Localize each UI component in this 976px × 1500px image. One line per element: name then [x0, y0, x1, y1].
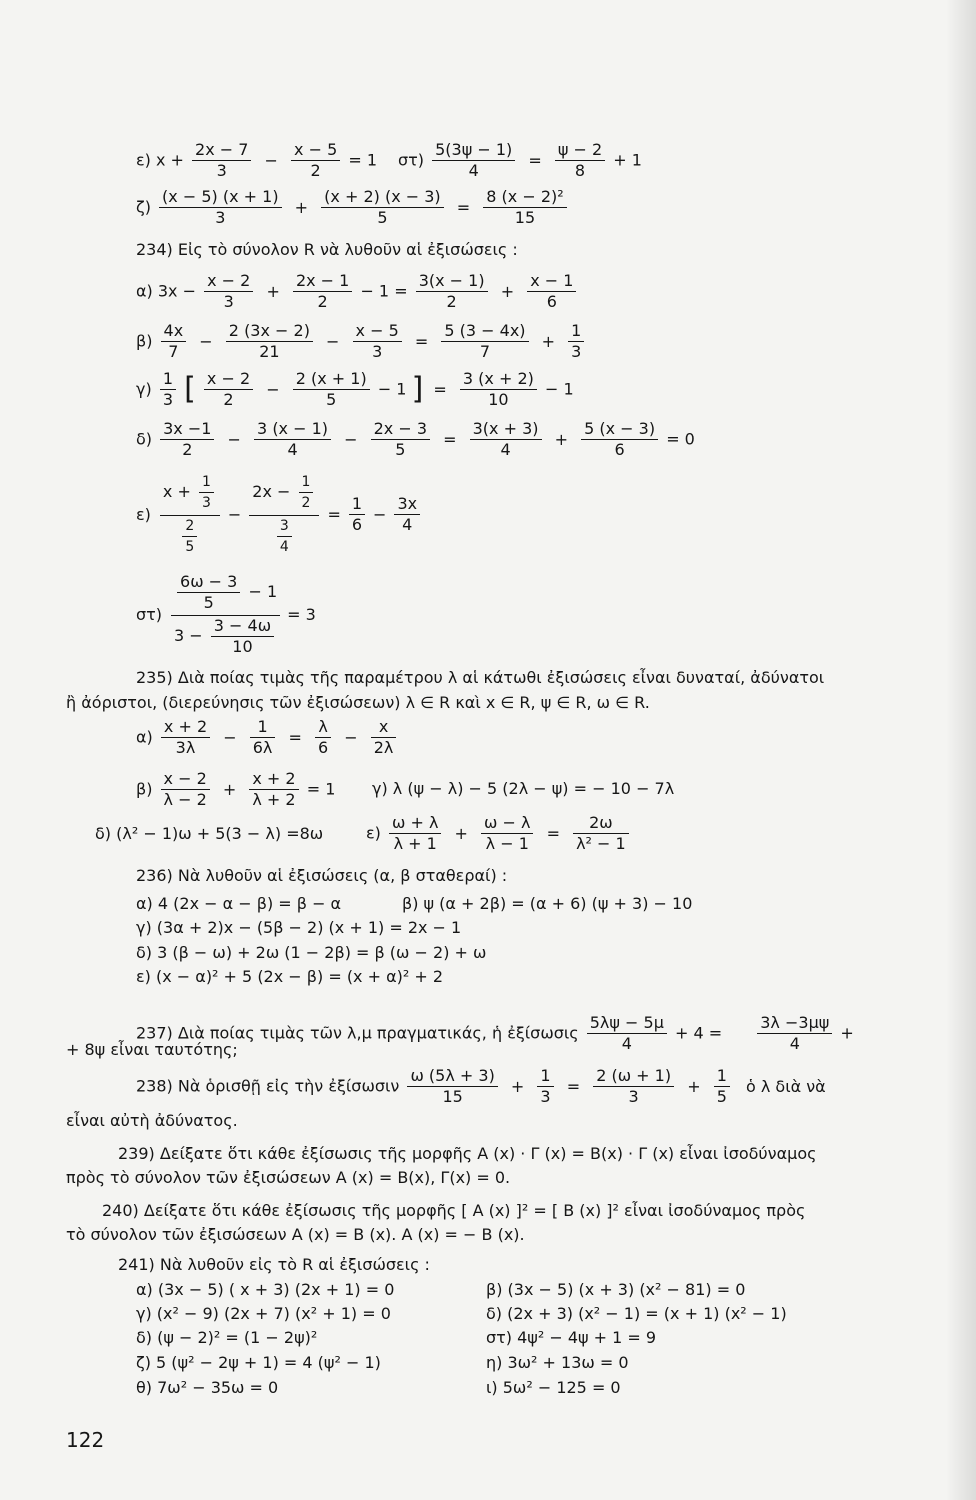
exercise-241-heading: 241) Νὰ λυθοῦν εἰς τὸ R αἱ ἐξισώσεις : [118, 1255, 430, 1274]
equation-241-left: θ) 7ω² − 35ω = 0 [136, 1378, 279, 1397]
equation-241-right: στ) 4ψ² − 4ψ + 1 = 9 [486, 1328, 657, 1347]
equation-241-right: β) (3x − 5) (x + 3) (x² − 81) = 0 [486, 1280, 746, 1299]
equation-234-b: β) $\frac{4x}{7}$ − $\frac{2 (3x - 2)}{21}$ − $\frac{x - 5}{3}$ = $\frac{5 (3 - 4x)}{7}$ + $\frac{1}{3}$ [136, 318, 587, 364]
equation-233-e: ε) x + $\frac{2x - 7}{3}$ − $\frac{x - 5}{2}$ = 1 [136, 140, 378, 180]
equation-234-st: στ) $\frac{6\omega - 3}{5}$ − 1 3 − $\frac{3 - 4\omega}{10}$ = 3 [136, 571, 316, 656]
equation-235-d: δ) (λ² − 1)ω + 5(3 − λ) =8ω [95, 824, 324, 843]
equation-234-a: α) 3x − $\frac{x - 2}{3}$ + $\frac{2x - 1}{2}$ − 1 = $\frac{3(x - 1)}{2}$ + $\frac{x - 1}{6}$ [136, 268, 579, 314]
exercise-238: 238) Νὰ ὁρισθῇ εἰς τὴν ἐξίσωσιν $\frac{\omega (5\lambda + 3)}{15}$ + $\frac{1}{3}$ = $\frac{2 (\omega + 1)}{3}$ + $\frac{1}{5}$ ὁ λ διὰ νὰ [136, 1066, 826, 1106]
equation-236-b: β) ψ (α + 2β) = (α + 6) (ψ + 3) − 10 [402, 894, 693, 913]
equation-233-z: ζ) $\frac{(x - 5) (x + 1)}{3}$ + $\frac{(x + 2) (x - 3)}{5}$ = $\frac{\text{8 (x − 2)²}}{15}$ [136, 184, 570, 230]
exercise-237: 237) Διὰ ποίας τιμὰς τῶν λ,μ πραγματικάς, ἡ ἐξίσωσις $\frac{5\lambda\psi - 5\mu}{4}$ + 4 = $\frac{3\lambda -3\mu\psi}{4}$ + [136, 1013, 854, 1053]
exercise-240-line2: τὸ σύνολον τῶν ἐξισώσεων Α (x) = Β (x). Α (x) = − Β (x). [66, 1225, 525, 1244]
equation-241-right: η) 3ω² + 13ω = 0 [486, 1353, 629, 1372]
fraction: $\frac{\psi - 2}{8}$ [555, 140, 605, 181]
equation-241-left: δ) (ψ − 2)² = (1 − 2ψ)² [136, 1328, 318, 1347]
equation-235-a: α) $\frac{x + 2}{3\lambda}$ − $\frac{1}{6\lambda}$ = $\frac{\lambda}{6}$ − $\frac{x}{2\lambda}$ [136, 714, 399, 760]
exercise-235-heading: 235) Διὰ ποίας τιμὰς τῆς παραμέτρου λ αἱ κάτωθι ἐξισώσεις εἶναι δυναταί, ἀδύνατοι [136, 668, 825, 687]
equation-241-right: δ) (2x + 3) (x² − 1) = (x + 1) (x² − 1) [486, 1304, 787, 1323]
equation-241-left: ζ) 5 (ψ² − 2ψ + 1) = 4 (ψ² − 1) [136, 1353, 381, 1372]
exercise-235-heading-line2: ἢ ἀόριστοι, (διερεύνησις τῶν ἐξισώσεων) λ ∈ R καὶ x ∈ R, ψ ∈ R, ω ∈ R. [66, 693, 650, 712]
equation-235-b: β) $\frac{x - 2}{\lambda - 2}$ + $\frac{x + 2}{\lambda + 2}$ = 1 [136, 769, 336, 809]
equation-241-left: α) (3x − 5) ( x + 3) (2x + 1) = 0 [136, 1280, 395, 1299]
exercise-236-heading: 236) Νὰ λυθοῦν αἱ ἐξισώσεις (α, β σταθεραί) : [136, 866, 508, 885]
equation-241-right: ι) 5ω² − 125 = 0 [486, 1378, 621, 1397]
page-number: 122 [66, 1428, 105, 1452]
exercise-237-line2: + 8ψ εἶναι ταυτότης; [66, 1040, 238, 1059]
equation-241-left: γ) (x² − 9) (2x + 7) (x² + 1) = 0 [136, 1304, 391, 1323]
fraction: $\frac{2x - 7}{3}$ [192, 140, 251, 181]
fraction: $\frac{(x + 2) (x - 3)}{5}$ [321, 187, 444, 228]
equation-234-g: γ) $\frac{1}{3}$ [ $\frac{x - 2}{2}$ − $\frac{2 (x + 1)}{5}$ − 1 ] = $\frac{3 (x + 2)}{10}$ − 1 [136, 369, 574, 409]
equation-236-a: α) 4 (2x − α − β) = β − α [136, 894, 342, 913]
fraction: $\frac{5(3\psi - 1)}{4}$ [432, 140, 515, 181]
equation-233-st: στ) $\frac{5(3\psi - 1)}{4}$ = $\frac{\psi - 2}{8}$ + 1 [398, 140, 642, 180]
exercise-234-heading: 234) Εἰς τὸ σύνολον R νὰ λυθοῦν αἱ ἐξισώσεις : [136, 240, 518, 259]
fraction: $\frac{\text{8 (x − 2)²}}{15}$ [483, 187, 566, 228]
equation-236-d: δ) 3 (β − ω) + 2ω (1 − 2β) = β (ω − 2) + ω [136, 943, 487, 962]
exercise-239-line2: πρὸς τὸ σύνολον τῶν ἐξισώσεων Α (x) = Β(x), Γ(x) = 0. [66, 1168, 511, 1187]
exercise-240-line1: 240) Δείξατε ὅτι κάθε ἐξίσωσις τῆς μορφῆς [ Α (x) ]² = [ Β (x) ]² εἶναι ἰσοδύναμος πρὸς [102, 1201, 806, 1220]
equation-235-e: ε) $\frac{\omega + \lambda}{\lambda + 1}$ + $\frac{\omega - \lambda}{\lambda - 1}$ = $\frac{2\omega}{\text{λ² − 1}}$ [366, 810, 632, 856]
fraction: $\frac{(x - 5) (x + 1)}{3}$ [159, 187, 282, 228]
page-edge-shadow [946, 0, 976, 1500]
equation-235-g: γ) λ (ψ − λ) − 5 (2λ − ψ) = − 10 − 7λ [372, 779, 675, 798]
equation-236-g: γ) (3α + 2)x − (5β − 2) (x + 1) = 2x − 1 [136, 918, 462, 937]
fraction: $\frac{x - 5}{2}$ [291, 140, 340, 181]
exercise-238-line2: εἶναι αὐτὴ ἀδύνατος. [66, 1111, 238, 1130]
equation-236-e: ε) (x − α)² + 5 (2x − β) = (x + α)² + 2 [136, 967, 444, 986]
exercise-239-line1: 239) Δείξατε ὅτι κάθε ἐξίσωσις τῆς μορφῆς Α (x) · Γ (x) = Β(x) · Γ (x) εἶναι ἰσοδύναμος [118, 1144, 817, 1163]
equation-234-e: ε) x + $\frac{1}{3}$ $\frac{2}{5}$ − 2x − $\frac{1}{2}$ $\frac{3}{4}$ = $\frac{1}{6}$ − $\frac{3x}{4}$ [136, 466, 423, 562]
equation-234-d: δ) $\frac{3x -1}{2}$ − $\frac{3 (x - 1)}{4}$ − $\frac{2x - 3}{5}$ = $\frac{3(x + 3)}{4}$ + $\frac{5 (x - 3)}{6}$ = 0 [136, 419, 695, 459]
